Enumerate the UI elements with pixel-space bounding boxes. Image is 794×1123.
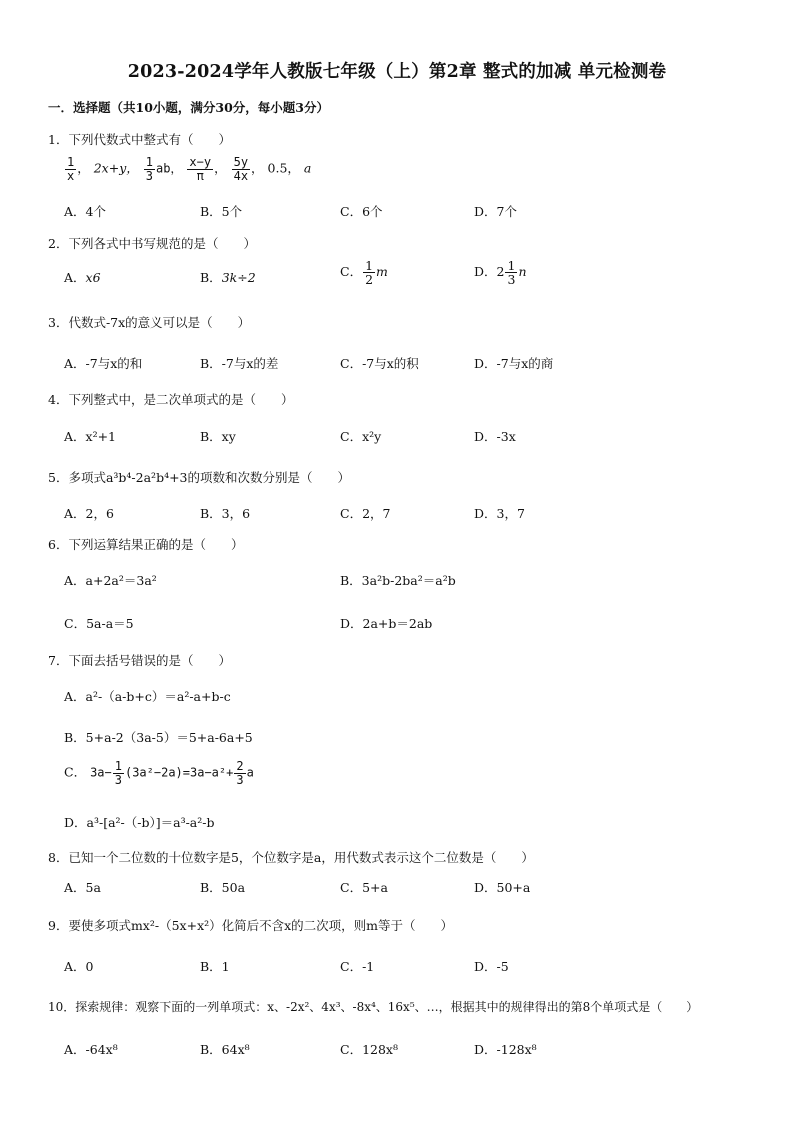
question-9-option-b[interactable]: B．1: [200, 959, 230, 974]
question-6-option-c[interactable]: C．5a-a＝5: [64, 616, 134, 631]
question-10-option-a[interactable]: A．-64x⁸: [64, 1042, 118, 1057]
expression-a: a: [303, 160, 312, 176]
question-1-option-a[interactable]: A．4个: [64, 204, 106, 219]
question-5-option-b[interactable]: B．3，6: [200, 506, 251, 521]
question-4-option-d[interactable]: D．-3x: [474, 429, 516, 444]
question-7-option-c[interactable]: C． 3a− $\frac{1}{3}$ (3a²−2a)=3a−a²+ $\frac{2}{3}$ a: [64, 759, 254, 787]
question-3-option-c[interactable]: C．-7与x的积: [340, 356, 419, 371]
fraction-x-minus-y-over-pi: $\frac{x-y}{\pi}$: [189, 155, 212, 183]
question-1-option-c[interactable]: C．6个: [340, 204, 383, 219]
question-8-option-b[interactable]: B．50a: [200, 880, 246, 895]
expression-0-5: 0.5，: [267, 160, 300, 176]
question-7-option-b[interactable]: B．5+a-2（3a-5）＝5+a-6a+5: [64, 730, 253, 745]
question-6-option-d[interactable]: D．2a+b＝2ab: [340, 616, 433, 631]
question-9-option-a[interactable]: A．0: [64, 959, 94, 974]
question-3-option-d[interactable]: D．-7与x的商: [474, 356, 554, 371]
question-3-option-b[interactable]: B．-7与x的差: [200, 356, 279, 371]
question-1-option-b[interactable]: B．5个: [200, 204, 243, 219]
question-6-option-b[interactable]: B．3a²b-2ba²＝a²b: [340, 573, 456, 588]
fraction-5y-over-4x: $\frac{5y}{4x}$: [233, 155, 249, 183]
question-6-option-a[interactable]: A．a+2a²＝3a²: [64, 573, 157, 588]
fraction-1-over-2: $\frac{1}{2}$: [365, 258, 374, 288]
question-1-stem: 1．下列代数式中整式有（ ）: [48, 132, 231, 147]
question-1-option-d[interactable]: D．7个: [474, 204, 517, 219]
question-5-option-d[interactable]: D．3，7: [474, 506, 525, 521]
question-4-option-b[interactable]: B．xy: [200, 429, 236, 444]
question-6-stem: 6．下列运算结果正确的是（ ）: [48, 537, 244, 552]
question-8-option-d[interactable]: D．50+a: [474, 880, 531, 895]
question-8-stem: 8．已知一个二位数的十位数字是5，个位数字是a，用代数式表示这个二位数是（ ）: [48, 850, 534, 865]
fraction-1-over-3: $\frac{1}{3}$: [114, 759, 122, 787]
expression-2x-plus-y: 2x+y，: [93, 160, 139, 176]
question-9-stem: 9．要使多项式mx²-（5x+x²）化简后不含x的二次项，则m等于（ ）: [48, 918, 454, 933]
fraction-1-over-3: $\frac{1}{3}$: [145, 155, 153, 183]
question-10-option-c[interactable]: C．128x⁸: [340, 1042, 398, 1057]
question-7-option-a[interactable]: A．a²-（a-b+c）＝a²-a+b-c: [64, 689, 231, 704]
question-5-stem: 5．多项式a³b⁴-2a²b⁴+3的项数和次数分别是（ ）: [48, 470, 351, 485]
section-heading: 一．选择题（共10小题，满分30分，每小题3分）: [48, 100, 329, 115]
question-2-option-d[interactable]: D．2 $\frac{1}{3}$ n: [474, 258, 527, 288]
question-4-stem: 4．下列整式中，是二次单项式的是（ ）: [48, 392, 294, 407]
fraction-1-over-x: $\frac{1}{x}$: [67, 155, 75, 183]
question-4-option-a[interactable]: A．x²+1: [64, 429, 117, 444]
question-3-option-a[interactable]: A．-7与x的和: [64, 356, 143, 371]
fraction-1-over-3: $\frac{1}{3}$: [507, 258, 516, 288]
page-title: 2023-2024学年人教版七年级（上）第2章 整式的加减 单元检测卷: [127, 62, 667, 82]
question-2-stem: 2．下列各式中书写规范的是（ ）: [48, 236, 256, 251]
fraction-2-over-3: $\frac{2}{3}$: [236, 759, 244, 787]
expression-ab: ab，: [155, 161, 183, 176]
question-9-option-c[interactable]: C．-1: [340, 959, 375, 974]
question-4-option-c[interactable]: C．x²y: [340, 429, 382, 444]
question-7-stem: 7．下面去括号错误的是（ ）: [48, 653, 231, 668]
question-9-option-d[interactable]: D．-5: [474, 959, 509, 974]
question-5-option-c[interactable]: C．2，7: [340, 506, 391, 521]
question-8-option-a[interactable]: A．5a: [64, 880, 101, 895]
question-2-option-c[interactable]: C． $\frac{1}{2}$ m: [340, 258, 388, 288]
question-5-option-a[interactable]: A．2，6: [64, 506, 114, 521]
question-3-stem: 3．代数式-7x的意义可以是（ ）: [48, 315, 251, 330]
question-10-option-b[interactable]: B．64x⁸: [200, 1042, 250, 1057]
question-2-option-a[interactable]: A．x6: [64, 270, 101, 285]
question-10-stem: 10．探索规律：观察下面的一列单项式：x、-2x²、4x³、-8x⁴、16x⁵、…，根据其中的规律得出的第8个单项式是（ ）: [48, 1000, 699, 1014]
question-2-option-b[interactable]: B．3k÷2: [200, 270, 256, 285]
question-7-option-d[interactable]: D．a³-[a²-（-b）]＝a³-a²-b: [64, 815, 215, 830]
question-8-option-c[interactable]: C．5+a: [340, 880, 388, 895]
question-10-option-d[interactable]: D．-128x⁸: [474, 1042, 537, 1057]
question-1-expressions: $\frac{1}{x}$ ， 2x+y， $\frac{1}{3}$ ab， $\frac{x-y}{\pi}$ ， $\frac{5y}{4x}$ ， 0.5， a: [67, 155, 312, 183]
